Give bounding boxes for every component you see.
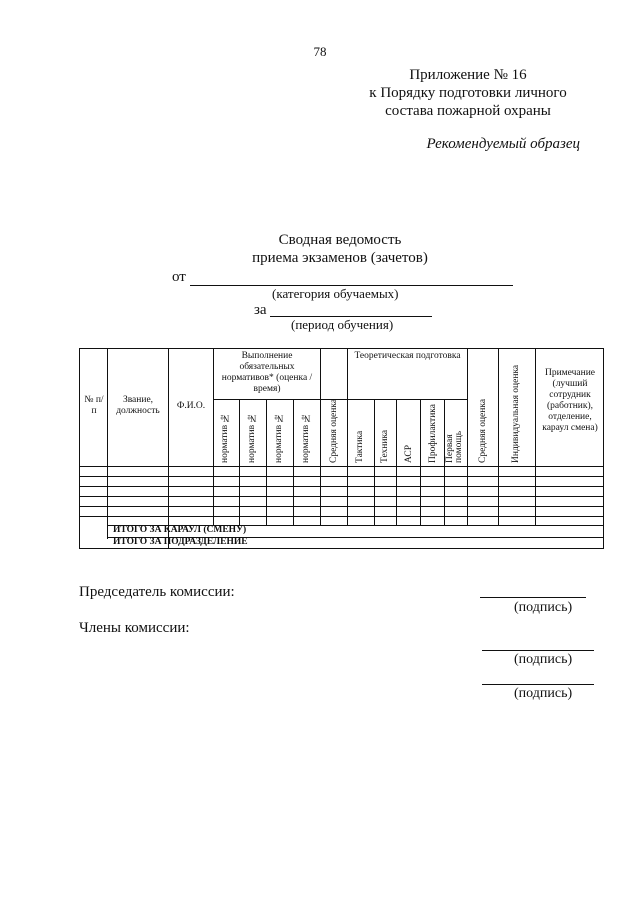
table-hline xyxy=(80,516,603,517)
theory-group-header: Теоретическая подготовка xyxy=(354,351,461,361)
members-label: Члены комиссии: xyxy=(79,620,190,636)
document-title: Сводная ведомость xyxy=(278,232,402,248)
theory-header-tactics: Тактика xyxy=(355,430,365,463)
total-shift-label: ИТОГО ЗА КАРАУЛ (СМЕНУ) xyxy=(113,525,247,535)
table-hline xyxy=(80,466,603,467)
chairman-label: Председатель комиссии: xyxy=(79,584,235,600)
member2-signature-caption: (подпись) xyxy=(514,686,573,701)
document-subtitle: приема экзаменов (зачетов) xyxy=(252,250,428,266)
recommended-sample-note: Рекомендуемый образец xyxy=(426,136,580,152)
norm-header-1: норматив № xyxy=(220,412,230,463)
col-rank-header: Звание, должность xyxy=(116,395,160,416)
category-caption: (категория обучаемых) xyxy=(272,286,399,301)
table-hline xyxy=(80,486,603,487)
note-header: Примечание (лучший сотрудник (работник), отделение, караул смена) xyxy=(542,368,598,433)
appendix-subtitle-line2: состава пожарной охраны xyxy=(385,103,551,119)
theory-header-asr: АСР xyxy=(404,444,414,463)
member1-signature-caption: (подпись) xyxy=(514,652,573,667)
table-vline xyxy=(535,349,536,525)
total-unit-label: ИТОГО ЗА ПОДРАЗДЕЛЕНИЕ xyxy=(113,537,248,547)
member2-signature-line xyxy=(482,684,594,685)
table-vline xyxy=(347,349,348,525)
norm-header-4: норматив № xyxy=(301,412,311,463)
table-vline xyxy=(467,349,468,525)
individual-score-header: Индивидуальная оценка xyxy=(511,364,521,463)
table-vline xyxy=(498,349,499,525)
standards-group-header: Выполнение обязательных нормативов* (оценка /время) xyxy=(221,351,313,394)
table-hline xyxy=(80,476,603,477)
table-vline xyxy=(320,349,321,525)
chairman-signature-line xyxy=(480,597,586,598)
col-name-header: Ф.И.О. xyxy=(176,401,206,411)
avg-score-header-1: Средняя оценка xyxy=(329,398,339,463)
from-label: от xyxy=(172,269,186,285)
report-table xyxy=(79,348,604,549)
table-hline xyxy=(80,496,603,497)
table-vline xyxy=(168,349,169,548)
member1-signature-line xyxy=(482,650,594,651)
table-vline xyxy=(107,349,108,539)
table-hline xyxy=(80,506,603,507)
norm-header-3: норматив № xyxy=(274,412,284,463)
avg-score-header-2: Средняя оценка xyxy=(478,398,488,463)
table-vline xyxy=(213,349,214,525)
col-number-header: № п/п xyxy=(84,395,104,416)
appendix-title: Приложение № 16 xyxy=(409,67,527,83)
theory-header-first-aid: Первая помощь xyxy=(445,430,464,463)
period-caption: (период обучения) xyxy=(291,317,394,332)
theory-header-equipment: Техника xyxy=(380,429,390,463)
page-number: 78 xyxy=(313,44,327,59)
period-label: за xyxy=(254,302,267,318)
norm-header-2: норматив № xyxy=(247,412,257,463)
theory-header-prevention: Профилактика xyxy=(428,404,438,463)
chairman-signature-caption: (подпись) xyxy=(514,600,573,615)
appendix-subtitle-line1: к Порядку подготовки личного xyxy=(369,85,567,101)
